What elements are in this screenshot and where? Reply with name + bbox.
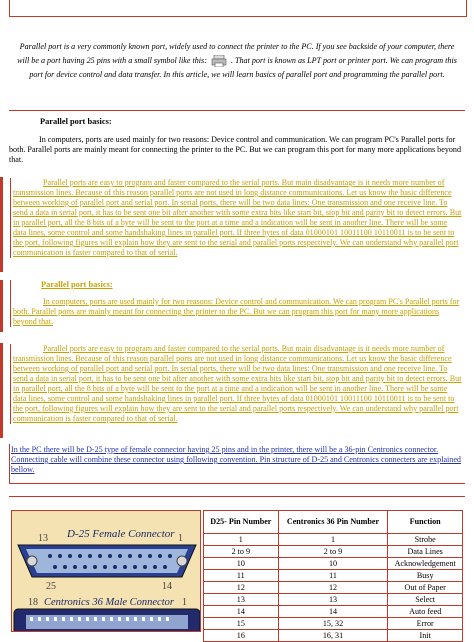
- centronics-pin-cell: 16, 31: [278, 630, 388, 642]
- basics-heading: Parallel port basics:: [40, 117, 112, 126]
- table-row: [204, 546, 463, 558]
- function-cell: Busy: [388, 570, 463, 582]
- left-border-bar: [0, 343, 3, 438]
- table-row: [204, 594, 463, 606]
- d25-pin-cell: 12: [204, 582, 279, 594]
- centronics-pin-cell: 14: [278, 606, 388, 618]
- divider: [9, 110, 465, 111]
- left-border-bar: [0, 280, 3, 332]
- column-header-centronics: Centronics 36 Pin Number: [278, 511, 388, 534]
- d25-pin-cell: 11: [204, 570, 279, 582]
- d25-pin-cell: 16: [204, 630, 279, 642]
- intro-paragraph: [9, 36, 465, 120]
- d25-pin-13: 13: [38, 533, 48, 544]
- printer-icon: [211, 55, 227, 67]
- pin-table-header-row: [204, 511, 463, 534]
- top-frame: [9, 0, 467, 17]
- function-cell: Data Lines: [388, 546, 463, 558]
- pin-table: [203, 510, 463, 642]
- d25-label: D-25 Female Connector: [67, 528, 175, 540]
- d25-pin-cell: 10: [204, 558, 279, 570]
- serial-paragraph-link[interactable]: Parallel ports are easy to program and faster compared to the serial ports. But main disadvantage is it needs more number of transmission lines. Because of this reason parallel ports are not used in long distance communications. Let us know the basic difference between working of parallel port and serial port. In serial ports, there will be two data lines: One transmission and one receive line. To send a data in serial port, it has to be sent one bit after another with some extra bits like start bit, stop bit and parity bit to detect errors. But in parallel port, all the 8 bits of a byte will be sent to the port at a time and a indication will be sent in another line. There will be some data lines, some control and some handshaking lines in parallel port. If three bytes of data 01000101 10011100 10110011 is to be sent to the port, following figures will explain how they are sent to the serial and parallel ports respectively. We can understand why parallel port communication is faster compared to that of serial.: [13, 178, 462, 257]
- centronics-pin-cell: 2 to 9: [278, 546, 388, 558]
- centronics-pin-cell: 1: [278, 534, 388, 546]
- linked-serial-block: [10, 344, 462, 424]
- centronics-pin-cell: 11: [278, 570, 388, 582]
- function-cell: Out of Paper: [388, 582, 463, 594]
- d25-pin-cell: 14: [204, 606, 279, 618]
- pin-structure-area: [11, 510, 463, 640]
- linked-serial-paragraph[interactable]: Parallel ports are easy to program and faster compared to the serial ports. But main disadvantage is it needs more number of transmission lines. Because of this reason parallel ports are not used in long distance communications. Let us know the basic difference between working of parallel port and serial port. In serial ports, there will be two data lines: One transmission and one receive line. To send a data in serial port, it has to be sent one bit after another with some extra bits like start bit, stop bit and parity bit to detect errors. But in parallel port, all the 8 bits of a byte will be sent to the port at a time and a indication will be sent in another line. There will be some data lines, some control and some handshaking lines in parallel port. If three bytes of data 01000101 10011100 10110011 is to be sent to the port, following figures will explain how they are sent to the serial and parallel ports respectively. We can understand why parallel port communication is faster compared to that of serial.: [13, 344, 462, 423]
- connector-diagram-image: [11, 510, 201, 632]
- centronics-link-paragraph[interactable]: In the PC there will be D-25 type of female connector having 25 pins and in the printer, there will be a 36-pin Centronics connector. Connecting cable will combine these connector using following convention. Pin structure of D-25 and Centronics connecters are explained bellow.: [11, 445, 461, 474]
- d25-pin-14: 14: [162, 581, 172, 592]
- d25-pin-1: 1: [178, 533, 183, 544]
- function-cell: Init: [388, 630, 463, 642]
- linked-basics-block: [10, 280, 462, 327]
- function-cell: Auto feed: [388, 606, 463, 618]
- serial-paragraph-block: [10, 178, 462, 258]
- function-cell: Acknowledgement: [388, 558, 463, 570]
- table-row: [204, 630, 463, 642]
- function-cell: Strobe: [388, 534, 463, 546]
- linked-basics-paragraph[interactable]: In computers, ports are used mainly for two reasons: Device control and communication. We can program PC's Parallel ports for both. Parallel ports are mainly meant for connecting the printer to the PC. But we can program this port for many more applications beyond that.: [13, 297, 460, 326]
- centronics-pin-cell: 12: [278, 582, 388, 594]
- column-header-d25: D25- Pin Number: [204, 511, 279, 534]
- d25-pin-25: 25: [46, 581, 56, 592]
- centronics-pin-18: 18: [28, 597, 38, 608]
- centronics-pin-cell: 10: [278, 558, 388, 570]
- divider: [9, 496, 465, 497]
- table-row: [204, 618, 463, 630]
- blue-paragraph-block: [9, 444, 465, 484]
- d25-pin-cell: 2 to 9: [204, 546, 279, 558]
- basics-section: [9, 117, 465, 165]
- function-cell: Error: [388, 618, 463, 630]
- table-row: [204, 582, 463, 594]
- table-row: [204, 570, 463, 582]
- column-header-function: Function: [388, 511, 463, 534]
- linked-basics-heading[interactable]: Parallel port basics:: [41, 280, 113, 289]
- centronics-label: Centronics 36 Male Connector: [44, 597, 174, 608]
- d25-pin-cell: 15: [204, 618, 279, 630]
- d25-pin-cell: 1: [204, 534, 279, 546]
- centronics-pin-1: 1: [182, 597, 187, 608]
- centronics-pin-cell: 15, 32: [278, 618, 388, 630]
- d25-pin-cell: 13: [204, 594, 279, 606]
- table-row: [204, 558, 463, 570]
- table-row: [204, 534, 463, 546]
- function-cell: Select: [388, 594, 463, 606]
- left-border-bar: [0, 177, 3, 272]
- table-row: [204, 606, 463, 618]
- intro-text-after: . That port is known as LPT port or printer port. We can program this port for device control and data transfer. In this article, we will learn basics of parallel port and programming the parallel port.: [29, 56, 457, 79]
- intro-text-before: Parallel port is a very commonly known port, widely used to connect the printer to the PC. If you see backside of your computer, there will be a port having 25 pins with a small symbol like this:: [17, 42, 455, 65]
- centronics-pin-cell: 13: [278, 594, 388, 606]
- basics-paragraph: In computers, ports are used mainly for two reasons: Device control and communication. We can program PC's Parallel ports for both. Parallel ports are mainly meant for connecting the printer to the PC. But we can program this port for many more applications beyond that.: [9, 135, 462, 164]
